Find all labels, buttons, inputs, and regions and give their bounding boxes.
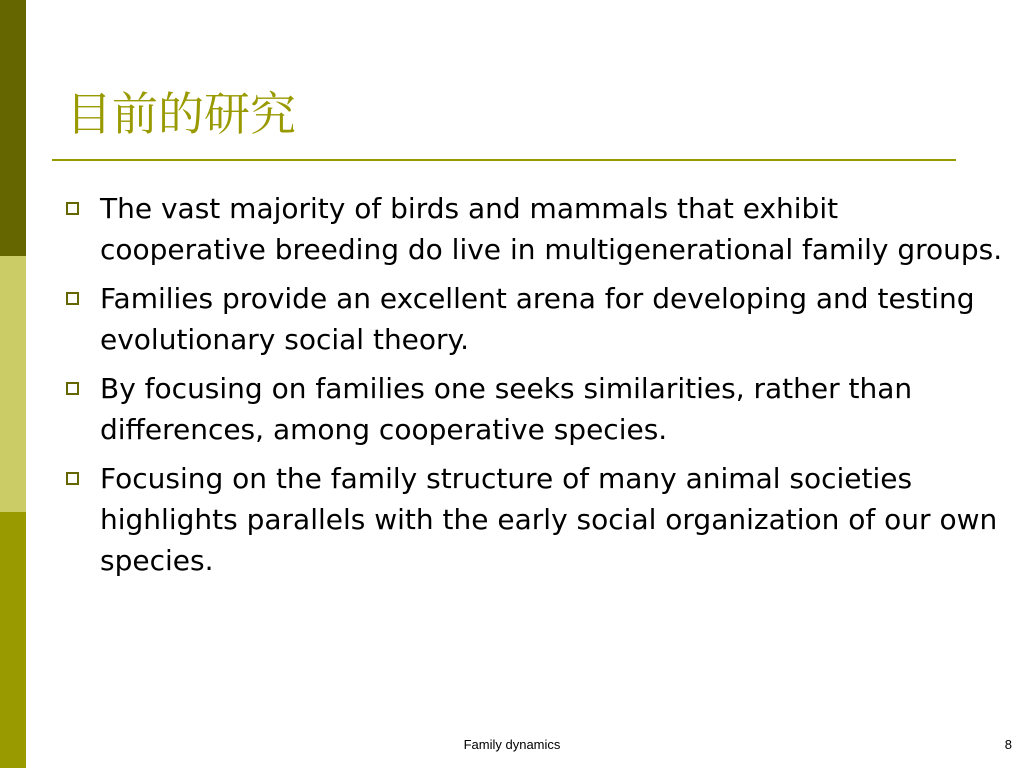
bullet-text: The vast majority of birds and mammals that exhibit cooperative breeding do live in multigenerational family groups. bbox=[100, 192, 1003, 266]
bullet-item bbox=[62, 368, 1012, 450]
sidebar-band-top bbox=[0, 0, 26, 256]
hollow-square-icon bbox=[66, 472, 79, 485]
bullet-text: By focusing on families one seeks similarities, rather than differences, among cooperative species. bbox=[100, 372, 913, 446]
bullet-text: Families provide an excellent arena for developing and testing evolutionary social theory. bbox=[100, 282, 975, 356]
sidebar-band-middle bbox=[0, 256, 26, 512]
hollow-square-icon bbox=[66, 292, 79, 305]
bullet-item bbox=[62, 188, 1012, 270]
sidebar-band-bottom bbox=[0, 512, 26, 768]
footer-label: Family dynamics bbox=[463, 737, 561, 752]
page-number: 8 bbox=[1004, 737, 1012, 752]
bullet-text: Focusing on the family structure of many animal societies highlights parallels with the early social organization of our own species. bbox=[100, 462, 998, 577]
hollow-square-icon bbox=[66, 382, 79, 395]
bullet-item bbox=[62, 458, 1012, 581]
title-divider bbox=[52, 159, 956, 161]
bullet-item bbox=[62, 278, 1012, 360]
bullet-list bbox=[62, 188, 1012, 589]
slide-title: 目前的研究 bbox=[66, 87, 296, 141]
hollow-square-icon bbox=[66, 202, 79, 215]
